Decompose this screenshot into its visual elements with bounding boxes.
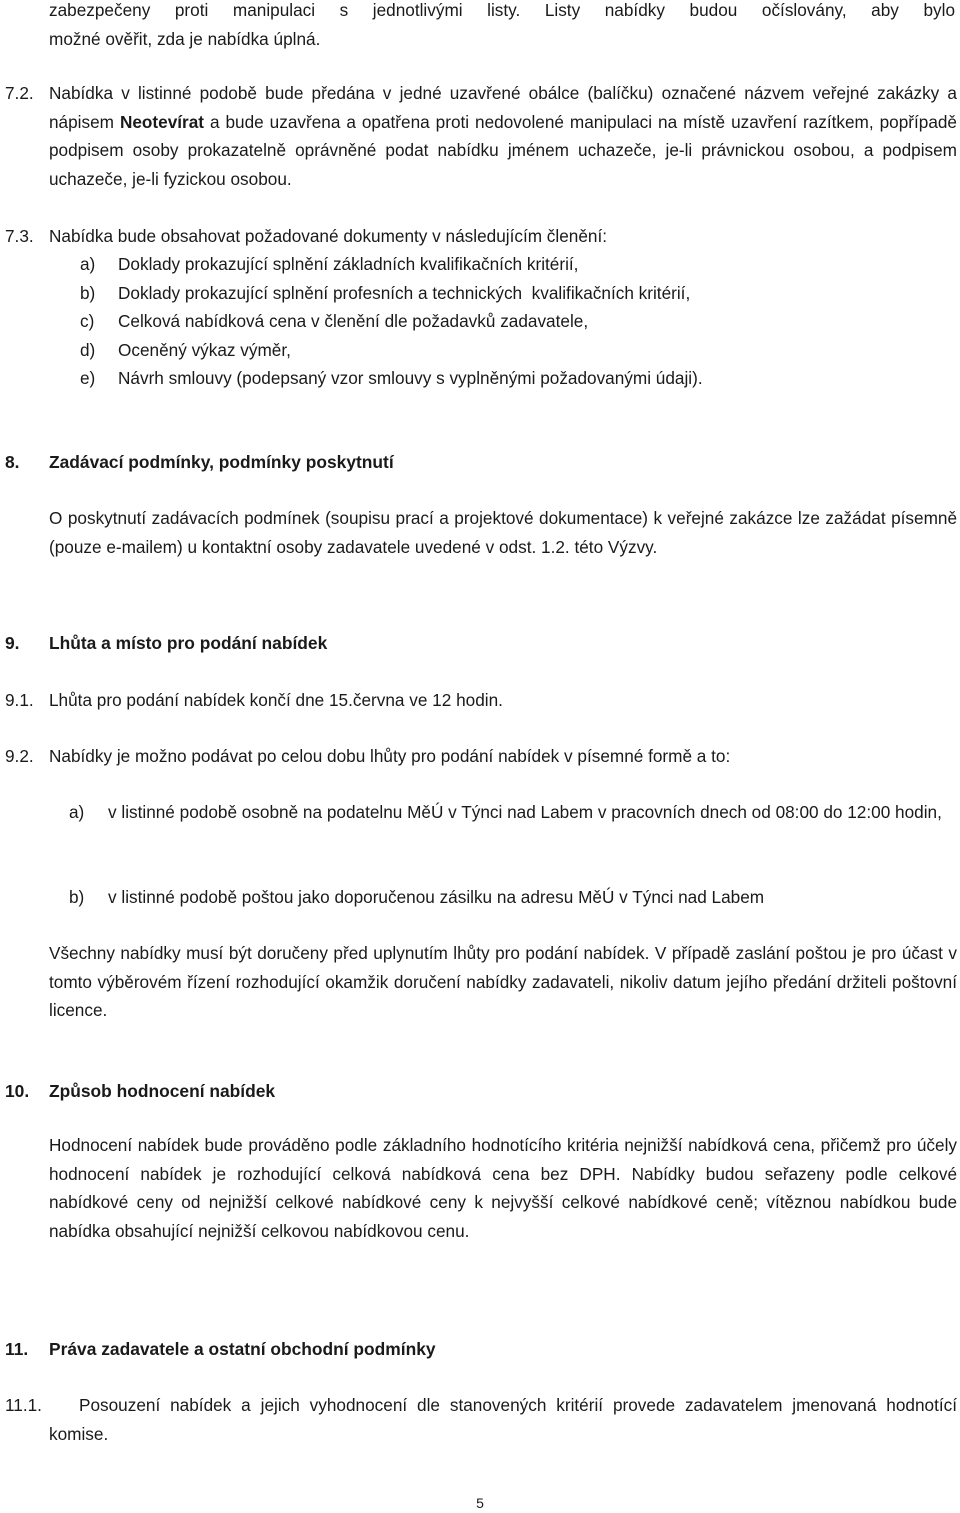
list-item: [69, 883, 957, 912]
list-item: [80, 250, 940, 279]
list-text: Doklady prokazující splnění základních kvalifikačních kritérií,: [118, 254, 579, 274]
section-9-title: Lhůta a místo pro podání nabídek: [49, 633, 328, 653]
section-9-1-text: Lhůta pro podání nabídek končí dne 15.června ve 12 hodin.: [49, 690, 503, 710]
section-10-title: Způsob hodnocení nabídek: [49, 1081, 276, 1101]
section-7-2-text-pre: Nabídka v listinné podobě bude předána v jedné uzavřené obálce (balíčku) označené názvem veřejné zakázky a nápisem: [49, 83, 957, 132]
section-9-1-number: 9.1.: [5, 690, 34, 710]
section-8-text: O poskytnutí zadávacích podmínek (soupisu prací a projektové dokumentace) k veřejné zakázce lze zažádat písemně (pouze e-mailem) u kontaktní osoby zadavatele uvedené v odst. 1.2. této Výzvy.: [49, 508, 957, 557]
section-7-2-text: [49, 79, 957, 193]
intro-line-1: zabezpečeny proti manipulaci s jednotlivými listy. Listy nabídky budou očíslovány, aby bylo: [49, 0, 955, 20]
list-marker: a): [69, 802, 85, 822]
list-marker: b): [69, 887, 85, 907]
section-10-text: Hodnocení nabídek bude prováděno podle základního hodnotícího kritéria nejnižší nabídková cena, přičemž pro účely hodnocení nabídek je rozhodující celková nabídková cena bez DPH. Nabídky budou seřazeny podle celkové nabídkové ceny od nejnižší celkové nabídkové ceny k nejvyšší celkové nabídkové ceně; vítěznou nabídkou bude nabídka obsahující nejnižší celkovou nabídkovou cenu.: [49, 1135, 957, 1241]
section-11-title: Práva zadavatele a ostatní obchodní podmínky: [49, 1339, 436, 1359]
intro-line-2: možné ověřit, zda je nabídka úplná.: [49, 28, 321, 49]
list-text: Oceněný výkaz výměr,: [118, 340, 291, 360]
list-text: v listinné podobě osobně na podatelnu MěÚ v Týnci nad Labem v pracovních dnech od 08:00 do 12:00 hodin,: [108, 802, 942, 822]
section-10-number: 10.: [5, 1081, 30, 1101]
list-text: v listinné podobě poštou jako doporučenou zásilku na adresu MěÚ v Týnci nad Labem: [108, 887, 765, 907]
section-7-2-text-post: a bude uzavřena a opatřena proti nedovolené manipulaci na místě uzavření razítkem, popřípadě podpisem osoby prokazatelně oprávněné podat nabídku jménem uchazeče, je-li právnickou osobou, a podpisem uchazeče, je-li fyzickou osobou.: [49, 111, 957, 189]
list-text: Návrh smlouvy (podepsaný vzor smlouvy s vyplněnými požadovanými údaji).: [118, 368, 703, 388]
section-9-2-note: Všechny nabídky musí být doručeny před uplynutím lhůty pro podání nabídek. V případě zaslání poštou je pro účast v tomto výběrovém řízení rozhodující okamžik doručení nabídky zadavateli, nikoliv datum jejího předání držiteli poštovní licence.: [49, 943, 957, 1020]
page-number: 5: [476, 1495, 484, 1511]
section-7-2-number: 7.2.: [5, 83, 34, 103]
list-item: [80, 307, 940, 336]
section-7-3-number: 7.3.: [5, 226, 34, 246]
list-marker: b): [80, 283, 96, 303]
section-11-1-text: [49, 1391, 957, 1448]
section-9-2-number: 9.2.: [5, 746, 34, 766]
list-item: [80, 364, 940, 393]
section-7-2-text-bold: Neotevírat: [119, 111, 204, 132]
list-marker: c): [80, 311, 95, 331]
list-item: [80, 336, 940, 365]
list-text: Doklady prokazující splnění profesních a technických kvalifikačních kritérií,: [118, 283, 691, 303]
list-text: Celková nabídková cena v členění dle požadavků zadavatele,: [118, 311, 589, 331]
section-9-2-text: Nabídky je možno podávat po celou dobu lhůty pro podání nabídek v písemné formě a to:: [49, 746, 731, 766]
list-marker: d): [80, 340, 96, 360]
section-8-title: Zadávací podmínky, podmínky poskytnutí: [49, 452, 394, 472]
list-marker: a): [80, 254, 96, 274]
section-11-1-body: Posouzení nabídek a jejich vyhodnocení dle stanovených kritérií provede zadavatelem jmenovaná hodnotící komise.: [49, 1395, 957, 1444]
list-item: [69, 798, 957, 856]
section-7-3-intro: Nabídka bude obsahovat požadované dokumenty v následujícím členění:: [49, 226, 608, 246]
intro-paragraph: [49, 0, 955, 53]
list-marker: e): [80, 368, 96, 388]
list-item: [80, 279, 940, 308]
section-11-1-number: 11.1.: [5, 1395, 42, 1415]
section-9-number: 9.: [5, 633, 20, 653]
section-8-number: 8.: [5, 452, 20, 472]
section-11-number: 11.: [5, 1339, 29, 1359]
